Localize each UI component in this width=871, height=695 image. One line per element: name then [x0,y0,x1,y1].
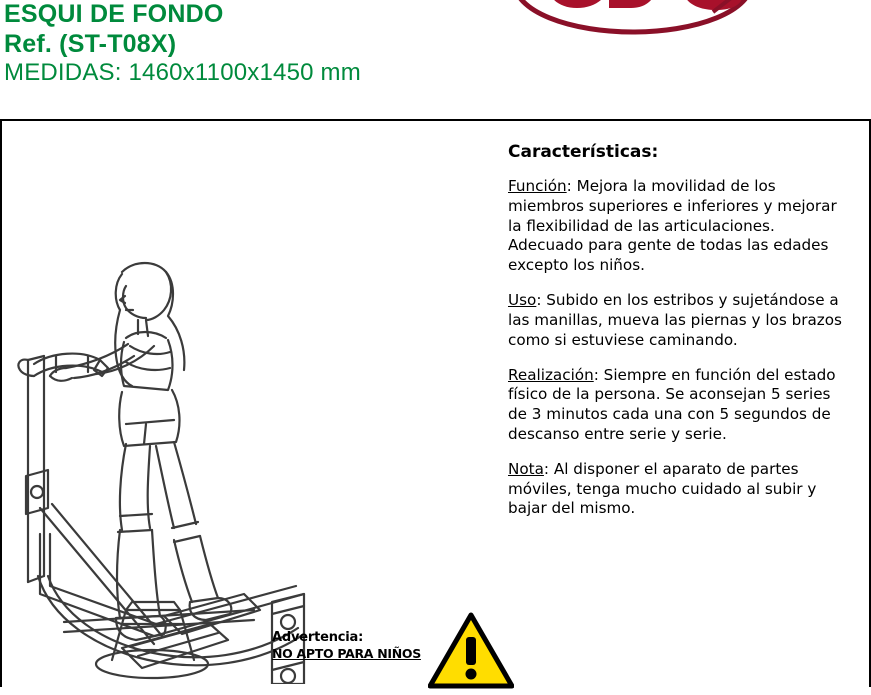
cross-country-ski-machine-illustration [4,124,484,684]
brand-logo [513,0,753,56]
header-divider [0,119,871,121]
characteristic-uso-text: : Subido en los estribos y sujetándose a las manillas, mueva las piernas y los brazos como si estuviese caminando. [508,291,842,349]
characteristics-section [508,142,853,534]
product-reference: Ref. (ST-T08X) [4,29,177,58]
content-left-border [0,119,2,687]
characteristic-uso [508,291,853,350]
product-name: ESQUI DE FONDO [4,0,224,28]
product-title-block [4,0,361,87]
characteristic-realizacion-text: : Siempre en función del estado físico de la persona. Se aconsejan 5 series de 3 minutos cada una con 5 segundos de descanso entre serie y serie. [508,365,836,443]
warning-subtitle: NO APTO PARA NIÑOS [272,646,421,661]
characteristic-nota-text: : Al disponer el aparato de partes móviles, tenga mucho cuidado al subir y bajar del mismo. [508,459,817,518]
warning-title: Advertencia: [272,630,364,645]
characteristic-funcion-label: Función [508,177,567,196]
characteristic-nota-label: Nota [508,459,544,478]
characteristic-funcion [508,177,853,276]
characteristic-realizacion-label: Realización [508,365,594,384]
characteristic-nota [508,460,853,519]
document-header [0,0,871,112]
characteristic-uso-label: Uso [508,291,537,310]
characteristic-realizacion [508,366,853,445]
characteristic-funcion-text: : Mejora la movilidad de los miembros superiores e inferiores y mejorar la flexibilidad de las articulaciones. Adecuado para gente de todas las edades excepto los niños. [508,177,837,275]
product-measures: MEDIDAS: 1460x1100x1450 mm [4,59,361,86]
characteristics-heading: Características: [508,142,659,162]
warning-triangle-icon [428,612,514,690]
